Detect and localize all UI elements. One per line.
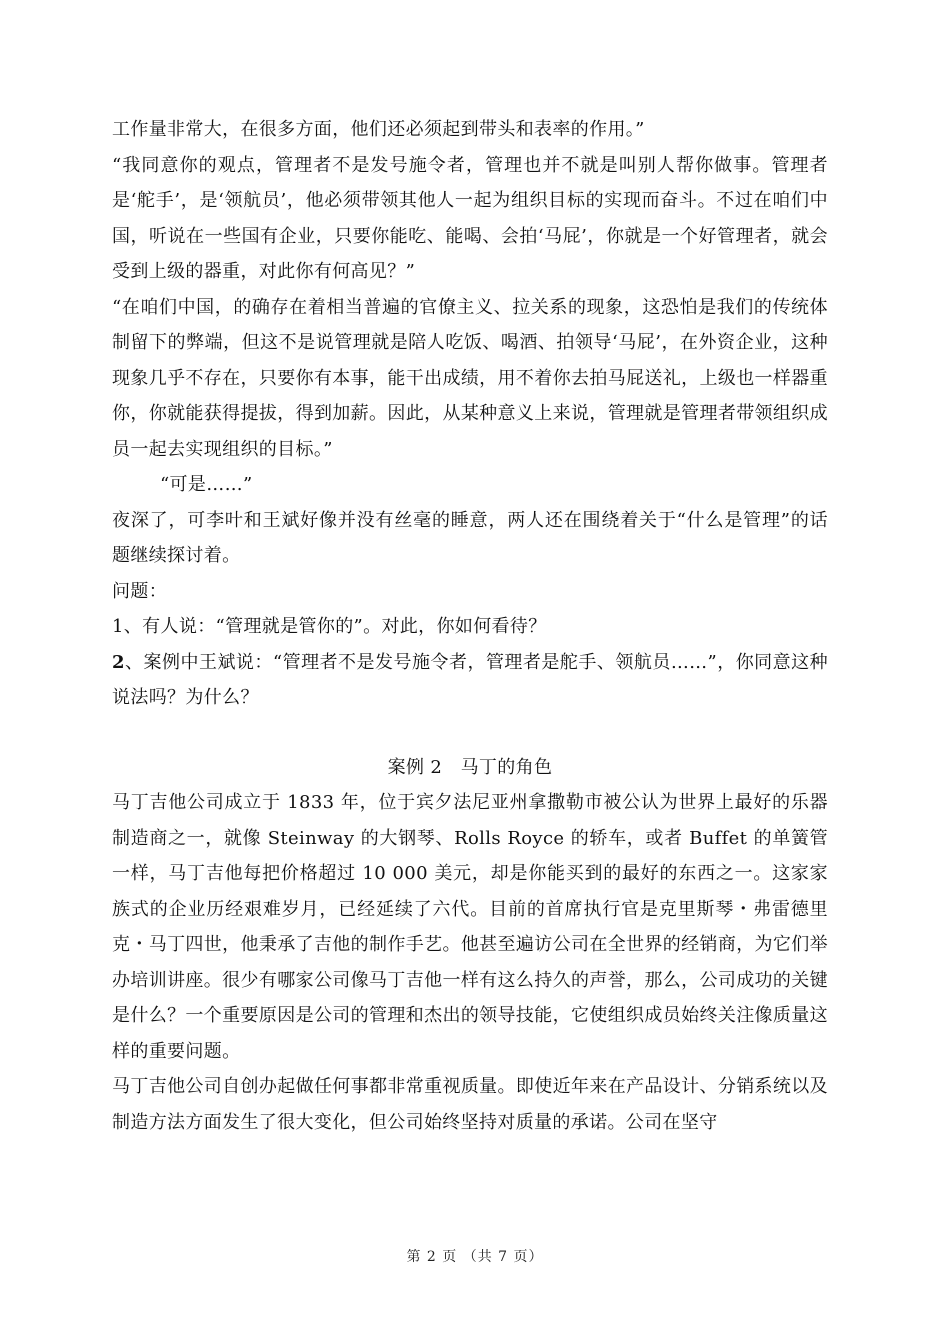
question-2-text: 、案例中王斌说：“管理者不是发号施令者，管理者是舵手、领航员……”，你同意这种说法吗？为什么？: [112, 651, 828, 708]
paragraph-dialogue-1: “我同意你的观点，管理者不是发号施令者，管理也并不就是叫别人帮你做事。管理者是‘舵手’，是‘领航员’，他必须带领其他人一起为组织目标的实现而奋斗。不过在咱们中国，听说在一些国有企业，只要你能吃、能喝、会拍‘马屁’，你就是一个好管理者，就会受到上级的器重，对此你有何高见？”: [112, 154, 828, 282]
paragraph-dialogue-3: “可是……”: [160, 474, 253, 495]
question-2: [112, 645, 828, 716]
page-footer: 第 2 页 （共 7 页）: [406, 1249, 544, 1265]
document-body: [112, 112, 828, 1140]
section-gap: [112, 716, 828, 750]
case-2-paragraph-2: 马丁吉他公司自创办起做任何事都非常重视质量。即使近年来在产品设计、分销系统以及制造方法方面发生了很大变化，但公司始终坚持对质量的承诺。公司在坚守: [112, 1076, 828, 1133]
question-1: 1、有人说：“管理就是管你的”。对此，你如何看待？: [112, 616, 547, 637]
paragraph-continued: 工作量非常大，在很多方面，他们还必须起到带头和表率的作用。”: [112, 119, 645, 140]
questions-label: 问题：: [112, 580, 168, 602]
case-2-title: 案例 2 马丁的角色: [387, 756, 553, 778]
case-2-paragraph-1: 马丁吉他公司成立于 1833 年，位于宾夕法尼亚州拿撒勒市被公认为世界上最好的乐器制造商之一，就像 Steinway 的大钢琴、Rolls Royce 的轿车，或者 Buffet 的单簧管一样，马丁吉他每把价格超过 10 000 美元，却是你能买到的最好的东西之一。这家家族式的企业历经艰难岁月，已经延续了六代。目前的首席执行官是克里斯琴・弗雷德里克・马丁四世，他秉承了吉他的制作手艺。他甚至遍访公司在全世界的经销商，为它们举办培训讲座。很少有哪家公司像马丁吉他一样有这么持久的声誉，那么，公司成功的关键是什么？一个重要原因是公司的管理和杰出的领导技能，它使组织成员始终关注像质量这样的重要问题。: [112, 792, 828, 1062]
paragraph-narration: 夜深了，可李叶和王斌好像并没有丝毫的睡意，两人还在围绕着关于“什么是管理”的话题继续探讨着。: [112, 509, 828, 566]
paragraph-dialogue-2: “在咱们中国，的确存在着相当普遍的官僚主义、拉关系的现象，这恐怕是我们的传统体制留下的弊端，但这不是说管理就是陪人吃饭、喝酒、拍领导‘马屁’，在外资企业，这种现象几乎不存在，只要你有本事，能干出成绩，用不着你去拍马屁送礼，上级也一样器重你，你就能获得提拔，得到加薪。因此，从某种意义上来说，管理就是管理者带领组织成员一起去实现组织的目标。”: [112, 296, 828, 460]
question-2-number: 2: [112, 651, 125, 673]
